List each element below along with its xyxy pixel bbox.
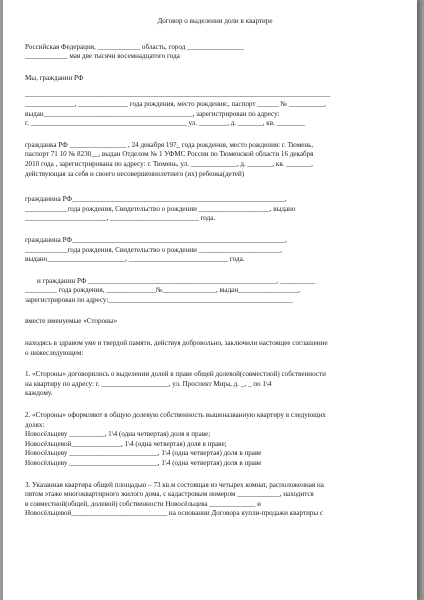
text-line: 3. Указанная квартира общей площадью – 73 кв.м состоящая из четырех комнат, расположенная на — [25, 480, 324, 489]
text-line: Мы, гражданин РФ — [25, 73, 84, 82]
text-line: ______________________________________________________________________________________ — [25, 90, 331, 99]
text-line: действующая за себя и своего несовершеннолетнего (их) ребенка(детей) — [25, 169, 245, 178]
text-line: ____________ мая две тысячи восемнадцатого года — [25, 52, 180, 61]
text-line: ____________года рождения, Свидетельство о рождении ____________________, выдано — [25, 204, 296, 213]
contract-text — [25, 17, 405, 519]
text-line: вместе именуемые «Стороны» — [25, 317, 118, 326]
text-line: гражданина РФ____________________________________________________________, — [25, 235, 287, 244]
text-line: на квартиру по адресу: г. ___________________, ул. Проспект Мира, д. _, _ по 1\4 — [25, 379, 272, 388]
text-line: 1. «Стороны» договорились о выделении долей в праве общей долевой(совместной) собственности — [25, 370, 326, 379]
text-line: зарегистрирован по адресу:____________________________________________________ — [25, 295, 293, 304]
text-line: и гражданин РФ _____________________________________________________, __________ — [37, 276, 316, 285]
text-line: гражданка РФ ________________ , 24 декабря 197_ года рождения, место рождения: г. Тюмень, — [25, 140, 314, 149]
text-line: Новосёльцеву __________, 1\4 (одна четвертая) доля в праве; — [25, 430, 211, 439]
text-line: _________ года рождения, ______________№_______________, выдан_________________, — [25, 286, 301, 295]
text-line: Новосёльцеву _________________________, 1\4 (одна четвертая) доля в праве — [25, 459, 262, 467]
text-line: о нижеследующем: — [25, 348, 84, 357]
text-line: выдано______________________, ____________________________ года. — [25, 255, 245, 264]
text-line: гражданина РФ____________________________________________________________, — [25, 195, 287, 204]
text-line: долях: — [25, 420, 45, 429]
text-line: каждому. — [25, 389, 53, 398]
text-line: в совместной(общей, долевой) собственности Новосёльцева _____________ и — [25, 499, 261, 508]
text-line: паспорт 71 10 № 8230__, выдан Отделом № 1 УФМС России по Тюменской области 16 декабря — [25, 150, 314, 159]
contract-title: Договор о выделении доли в квартире — [157, 17, 273, 25]
text-line: пятом этаже многоквартирного жилого дома, с кадастровым номером ____________, находится — [25, 490, 314, 499]
text-line: выдан__________________________________________, зарегистрирован по адресу: — [25, 109, 280, 118]
text-line: _______________________, _________________________ года. — [25, 214, 216, 223]
text-line: Российская Федерация, ____________ область, город ________________ — [25, 42, 244, 51]
text-line: ______________, ______________ года рождения, место рождения:, паспорт ______ № __________, — [25, 99, 327, 108]
text-line: Новосёльцевой______________, 1\4 (одна четвертая) доля в праве; — [25, 439, 227, 448]
text-line: 2010 года , зарегистрирована по адресу: г. Тюмень, ул. _____________, д. _______, кв. _______, — [25, 159, 313, 168]
text-line: Новосёльцевой___________________________ на основании Договора купли-продажи квартиры с — [25, 509, 324, 518]
text-line: 2. «Стороны» оформляют в общую долевую собственность вышеназванную квартиру в следующих — [25, 411, 326, 420]
text-line: г. ____________________________________________ ул. ________, д. _______, кв. ________ — [25, 119, 305, 128]
text-line: Новосёльцеву _________________________, 1\4 (одна четвертая) доля в праве — [25, 449, 262, 458]
text-line: ____________года рождения, Свидетельство о рождении _______________________, — [25, 245, 283, 254]
text-line: находясь в здравом уме и твердой памяти, действуя добровольно, заключили настоящее соглашение — [25, 339, 328, 348]
document-page — [3, 0, 417, 600]
